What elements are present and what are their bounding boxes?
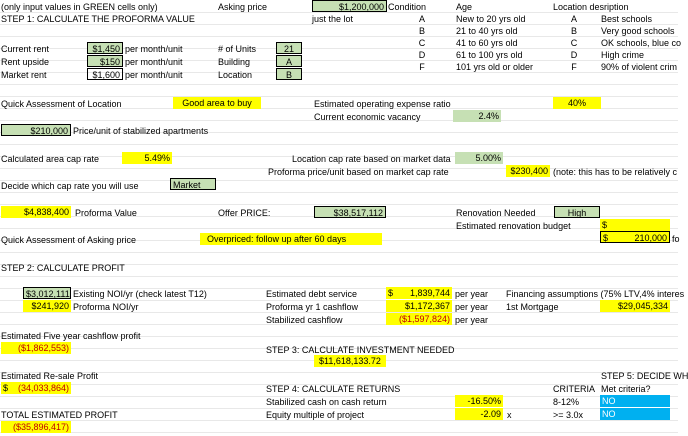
location-cap-cell[interactable]: 5.00%: [455, 152, 503, 164]
just-lot-label: just the lot: [312, 14, 354, 24]
per-year-label: per year: [455, 302, 489, 312]
coc-value: -16.50%: [455, 395, 503, 407]
currency-symbol: $: [388, 288, 394, 298]
renovation-label: Renovation Needed: [456, 208, 536, 218]
location-cell[interactable]: B: [276, 68, 302, 80]
input-note: (only input values in GREEN cells only): [1, 2, 158, 12]
first-mortgage-value: $29,045,334: [600, 300, 670, 312]
total-profit-label: TOTAL ESTIMATED PROFIT: [1, 410, 118, 420]
renovation-budget-tail: fo: [672, 234, 680, 244]
proforma-value-label: Proforma Value: [75, 208, 137, 218]
five-year-label: Estimated Five year cashflow profit: [1, 331, 141, 341]
asking-price-label: Asking price: [218, 2, 268, 12]
debt-service-cell: [386, 287, 452, 299]
renovation-cell[interactable]: High: [554, 206, 600, 218]
equity-multiple-label: Equity multiple of project: [266, 410, 365, 420]
quick-asking-label: Quick Assessment of Asking price: [1, 235, 137, 245]
age-item: New to 20 yrs old: [456, 14, 526, 24]
condition-code: A: [418, 14, 425, 24]
step3-heading: STEP 3: CALCULATE INVESTMENT NEEDED: [266, 345, 455, 355]
location-code: C: [570, 38, 578, 48]
proforma-value-cell: $4,838,400: [1, 206, 71, 218]
existing-noi-cell[interactable]: $3,012,111: [23, 287, 71, 299]
location-label: Location: [218, 70, 253, 80]
debt-service-label: Estimated debt service: [266, 289, 358, 299]
equity-multiple-value: -2.09: [455, 408, 503, 420]
rent-upside-label: Rent upside: [1, 57, 50, 67]
condition-code: C: [418, 38, 426, 48]
coc-label: Stabilized cash on cash return: [266, 397, 387, 407]
condition-code: B: [418, 26, 425, 36]
location-code: A: [570, 14, 577, 24]
location-desc-item: 90% of violent crim: [601, 62, 678, 72]
per-year-label: per year: [455, 315, 489, 325]
renovation-budget-cell: [600, 231, 670, 243]
step4-heading: STEP 4: CALCULATE RETURNS: [266, 384, 401, 394]
step5-heading: STEP 5: DECIDE WH: [601, 371, 688, 381]
stabilized-cashflow-label: Stabilized cashflow: [266, 315, 343, 325]
quick-asking-value: Overpriced: follow up after 60 days: [200, 233, 382, 245]
units-cell[interactable]: 21: [276, 42, 302, 54]
current-rent-label: Current rent: [1, 44, 50, 54]
resale-cell: [1, 382, 71, 394]
rent-upside-cell[interactable]: $150: [87, 55, 123, 67]
age-item: 41 to 60 yrs old: [456, 38, 518, 48]
renovation-budget-label: Estimated renovation budget: [456, 221, 571, 231]
location-desc-item: High crime: [601, 50, 645, 60]
existing-noi-label: Existing NOI/yr (check latest T12): [73, 289, 207, 299]
opex-label: Estimated operating expense ratio: [314, 99, 451, 109]
per-year-label: per year: [455, 289, 489, 299]
five-year-value: ($1,862,553): [1, 342, 71, 354]
condition-code: D: [418, 50, 426, 60]
location-desc-item: Best schools: [601, 14, 653, 24]
equity-multiple-x: x: [507, 410, 512, 420]
building-cell[interactable]: A: [276, 55, 302, 67]
area-cap-value: 5.49%: [122, 152, 172, 164]
vacancy-cell[interactable]: 2.4%: [453, 110, 501, 122]
location-cap-label: Location cap rate based on market data: [292, 154, 451, 164]
age-item: 61 to 100 yrs old: [456, 50, 523, 60]
decide-cap-label: Decide which cap rate you will use: [1, 181, 139, 191]
proforma-noi-label: Proforma NOI/yr: [73, 302, 139, 312]
area-cap-label: Calculated area cap rate: [1, 154, 100, 164]
quick-location-value: Good area to buy: [173, 97, 261, 109]
yr1-cashflow-label: Proforma yr 1 cashflow: [266, 302, 359, 312]
stabilized-price-cell[interactable]: $210,000: [1, 124, 71, 136]
vacancy-label: Current economic vacancy: [314, 112, 421, 122]
rent-unit-label: per month/unit: [125, 57, 183, 67]
offer-price-cell[interactable]: $38,517,112: [314, 206, 386, 218]
location-desc-item: Very good schools: [601, 26, 675, 36]
met-criteria-equity: NO: [600, 408, 670, 420]
met-criteria-header: Met criteria?: [601, 384, 651, 394]
decide-cap-cell[interactable]: Market: [170, 178, 216, 190]
units-label: # of Units: [218, 44, 257, 54]
met-criteria-coc: NO: [600, 395, 670, 407]
current-rent-cell[interactable]: $1,450: [87, 42, 123, 54]
offer-price-label: Offer PRICE:: [218, 208, 271, 218]
opex-cell[interactable]: 40%: [553, 97, 601, 109]
age-item: 101 yrs old or older: [456, 62, 534, 72]
market-rent-label: Market rent: [1, 70, 47, 80]
age-item: 21 to 40 yrs old: [456, 26, 518, 36]
criteria-coc: 8-12%: [553, 397, 580, 407]
location-desc-item: OK schools, blue co: [601, 38, 682, 48]
currency-symbol: $: [603, 233, 609, 243]
stabilized-price-label: Price/unit of stabilized apartments: [73, 126, 209, 136]
location-code: D: [570, 50, 578, 60]
resale-value: (34,033,864): [17, 383, 69, 393]
asking-price-cell[interactable]: $1,200,000: [312, 0, 387, 12]
first-mortgage-label: 1st Mortgage: [506, 302, 559, 312]
currency-symbol: $: [3, 383, 9, 393]
renovation-budget-sym: $: [600, 219, 670, 231]
total-profit-value: ($35,896,417): [1, 421, 71, 433]
stabilized-cashflow-value: ($1,597,824): [386, 313, 452, 325]
quick-location-label: Quick Assessment of Location: [1, 99, 122, 109]
age-header: Age: [456, 2, 473, 12]
step1-heading: STEP 1: CALCULATE THE PROFORMA VALUE: [1, 14, 195, 24]
location-code: B: [570, 26, 577, 36]
condition-header: Condition: [388, 2, 427, 12]
proforma-price-note: (note: this has to be relatively c: [553, 167, 678, 177]
debt-service-value: 1,839,744: [409, 288, 450, 298]
proforma-price-label: Proforma price/unit based on market cap rate: [268, 167, 449, 177]
location-desc-header: Location desription: [553, 2, 629, 12]
building-label: Building: [218, 57, 251, 67]
criteria-equity: >= 3.0x: [553, 410, 584, 420]
investment-needed-value: $11,618,133.72: [314, 355, 386, 367]
yr1-cashflow-value: $1,172,367: [386, 300, 452, 312]
step2-heading: STEP 2: CALCULATE PROFIT: [1, 263, 125, 273]
location-code: F: [571, 62, 577, 72]
criteria-header: CRITERIA: [553, 384, 596, 394]
renovation-budget-value: 210,000: [634, 233, 667, 243]
market-rent-cell: $1,600: [87, 68, 123, 80]
resale-label: Estimated Re-sale Profit: [1, 371, 99, 381]
proforma-noi-cell: $241,920: [23, 300, 71, 312]
condition-code: F: [419, 62, 425, 72]
rent-unit-label: per month/unit: [125, 44, 183, 54]
proforma-price-value: $230,400: [506, 165, 550, 177]
rent-unit-label: per month/unit: [125, 70, 183, 80]
financing-assumptions: Financing assumptions (75% LTV,4% interes: [506, 289, 685, 299]
